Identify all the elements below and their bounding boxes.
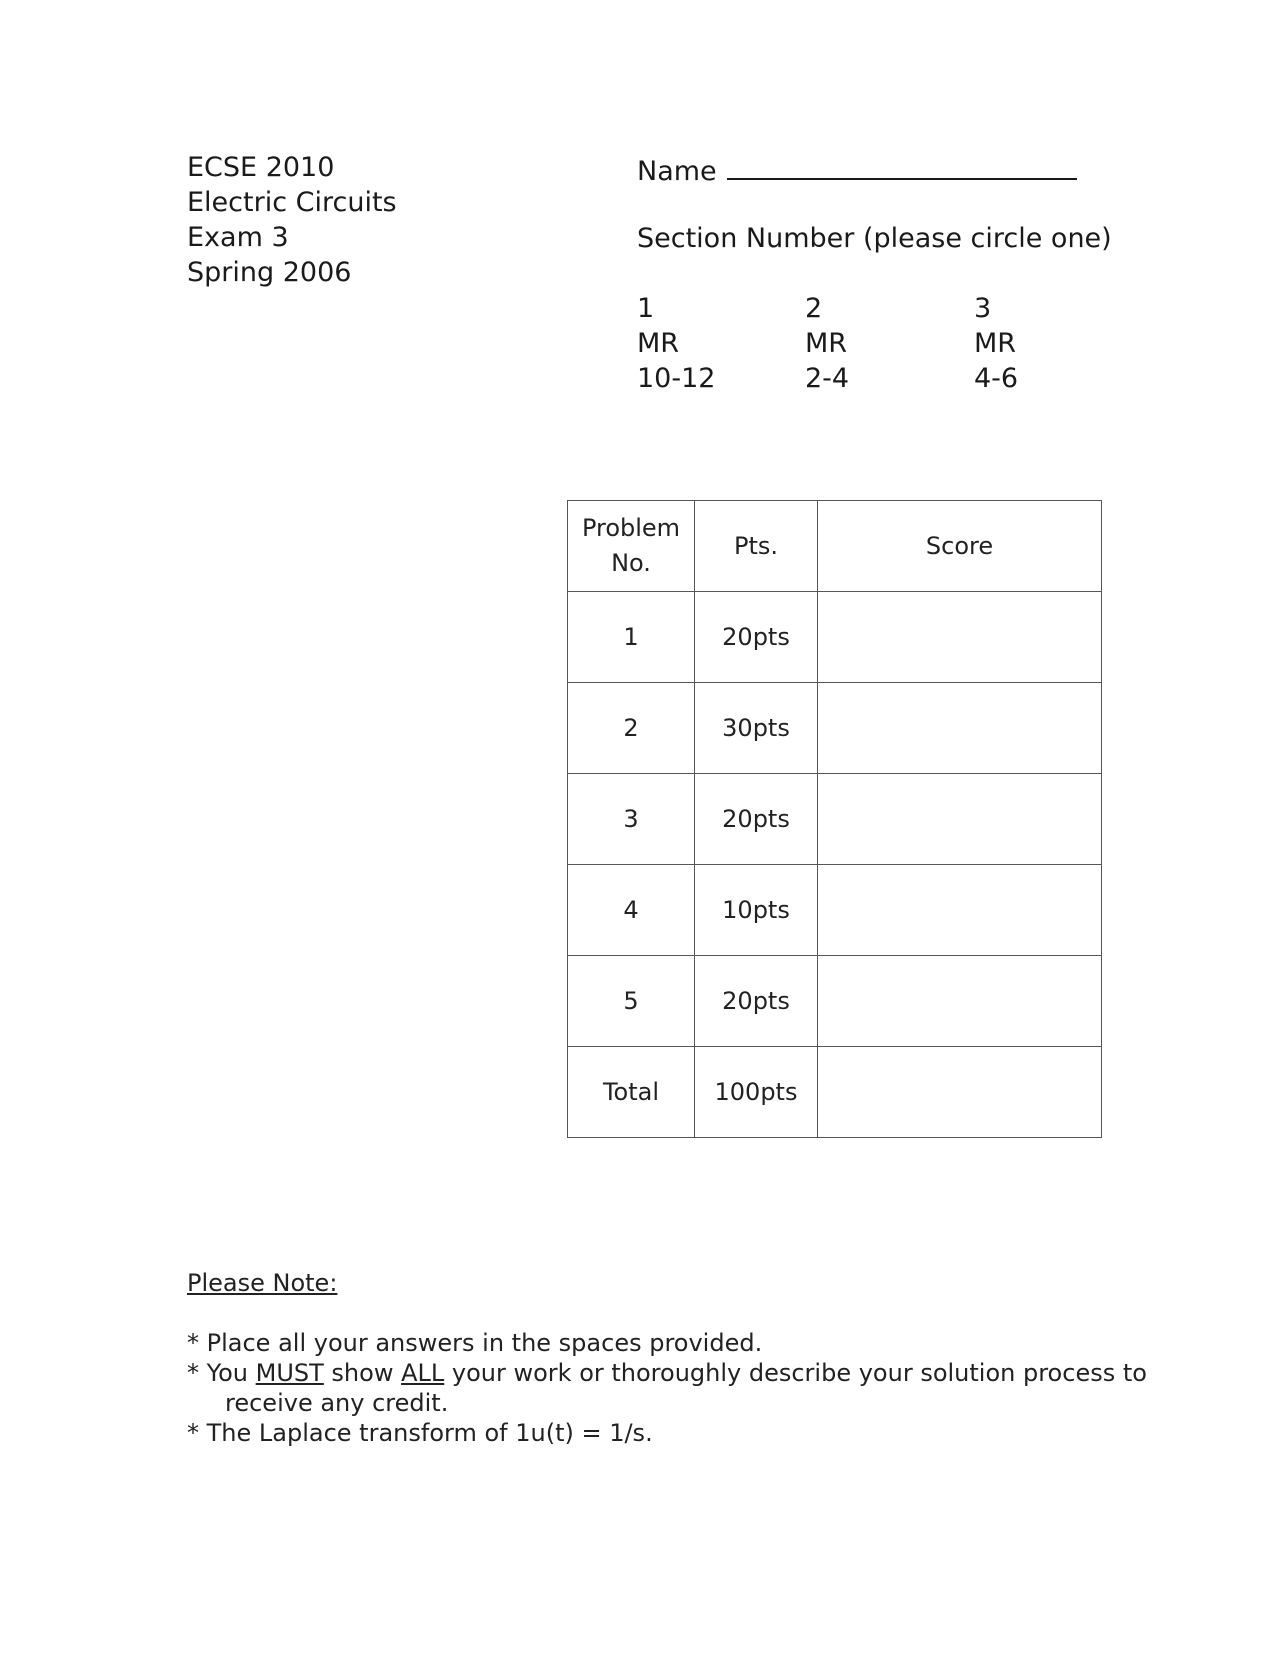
table-row-total <box>568 1047 1102 1138</box>
header-problem-no: Problem No. <box>568 501 695 592</box>
note-item: * Place all your answers in the spaces provided. <box>187 1329 763 1357</box>
header-score: Score <box>818 501 1102 592</box>
section-time: 10-12 <box>637 363 716 394</box>
note-item: * You MUST show ALL your work or thoroughly describe your solution process to <box>187 1359 1147 1387</box>
section-number: 3 <box>974 293 992 324</box>
table-row <box>568 683 1102 774</box>
exam-term: Spring 2006 <box>187 257 352 288</box>
table-row <box>568 774 1102 865</box>
notes-heading: Please Note: <box>187 1269 338 1297</box>
points-cell: 30pts <box>695 683 818 774</box>
section-number: 2 <box>805 293 823 324</box>
section-option-1[interactable] <box>637 291 715 396</box>
points-cell: 100pts <box>695 1047 818 1138</box>
score-cell[interactable] <box>818 956 1102 1047</box>
name-field <box>637 150 1077 189</box>
section-prompt: Section Number (please circle one) <box>637 223 1112 254</box>
course-code: ECSE 2010 <box>187 152 335 183</box>
table-row <box>568 592 1102 683</box>
emphasis-all: ALL <box>401 1359 445 1387</box>
score-table-header <box>568 501 1102 592</box>
emphasis-must: MUST <box>255 1359 324 1387</box>
section-days: MR <box>637 328 680 359</box>
section-time: 4-6 <box>974 363 1019 394</box>
note-item-continuation: receive any credit. <box>225 1389 449 1417</box>
problem-number-cell: 1 <box>568 592 695 683</box>
name-label: Name <box>637 156 717 187</box>
score-cell[interactable] <box>818 1047 1102 1138</box>
problem-number-cell: Total <box>568 1047 695 1138</box>
section-time: 2-4 <box>805 363 850 394</box>
notes-section <box>187 1268 1147 1448</box>
problem-number-cell: 4 <box>568 865 695 956</box>
table-row <box>568 865 1102 956</box>
score-table <box>567 500 1102 1138</box>
points-cell: 10pts <box>695 865 818 956</box>
points-cell: 20pts <box>695 774 818 865</box>
header-pts: Pts. <box>695 501 818 592</box>
table-row <box>568 956 1102 1047</box>
exam-number: Exam 3 <box>187 222 289 253</box>
problem-number-cell: 5 <box>568 956 695 1047</box>
note-item: * The Laplace transform of 1u(t) = 1/s. <box>187 1419 653 1447</box>
score-cell[interactable] <box>818 592 1102 683</box>
course-info <box>187 150 397 290</box>
problem-number-cell: 2 <box>568 683 695 774</box>
section-number: 1 <box>637 293 655 324</box>
section-option-2[interactable] <box>805 291 849 396</box>
problem-number-cell: 3 <box>568 774 695 865</box>
section-option-3[interactable] <box>974 291 1018 396</box>
score-cell[interactable] <box>818 865 1102 956</box>
points-cell: 20pts <box>695 956 818 1047</box>
points-cell: 20pts <box>695 592 818 683</box>
section-days: MR <box>805 328 848 359</box>
name-blank-line[interactable] <box>727 150 1077 180</box>
score-cell[interactable] <box>818 774 1102 865</box>
course-title: Electric Circuits <box>187 187 397 218</box>
section-days: MR <box>974 328 1017 359</box>
score-cell[interactable] <box>818 683 1102 774</box>
